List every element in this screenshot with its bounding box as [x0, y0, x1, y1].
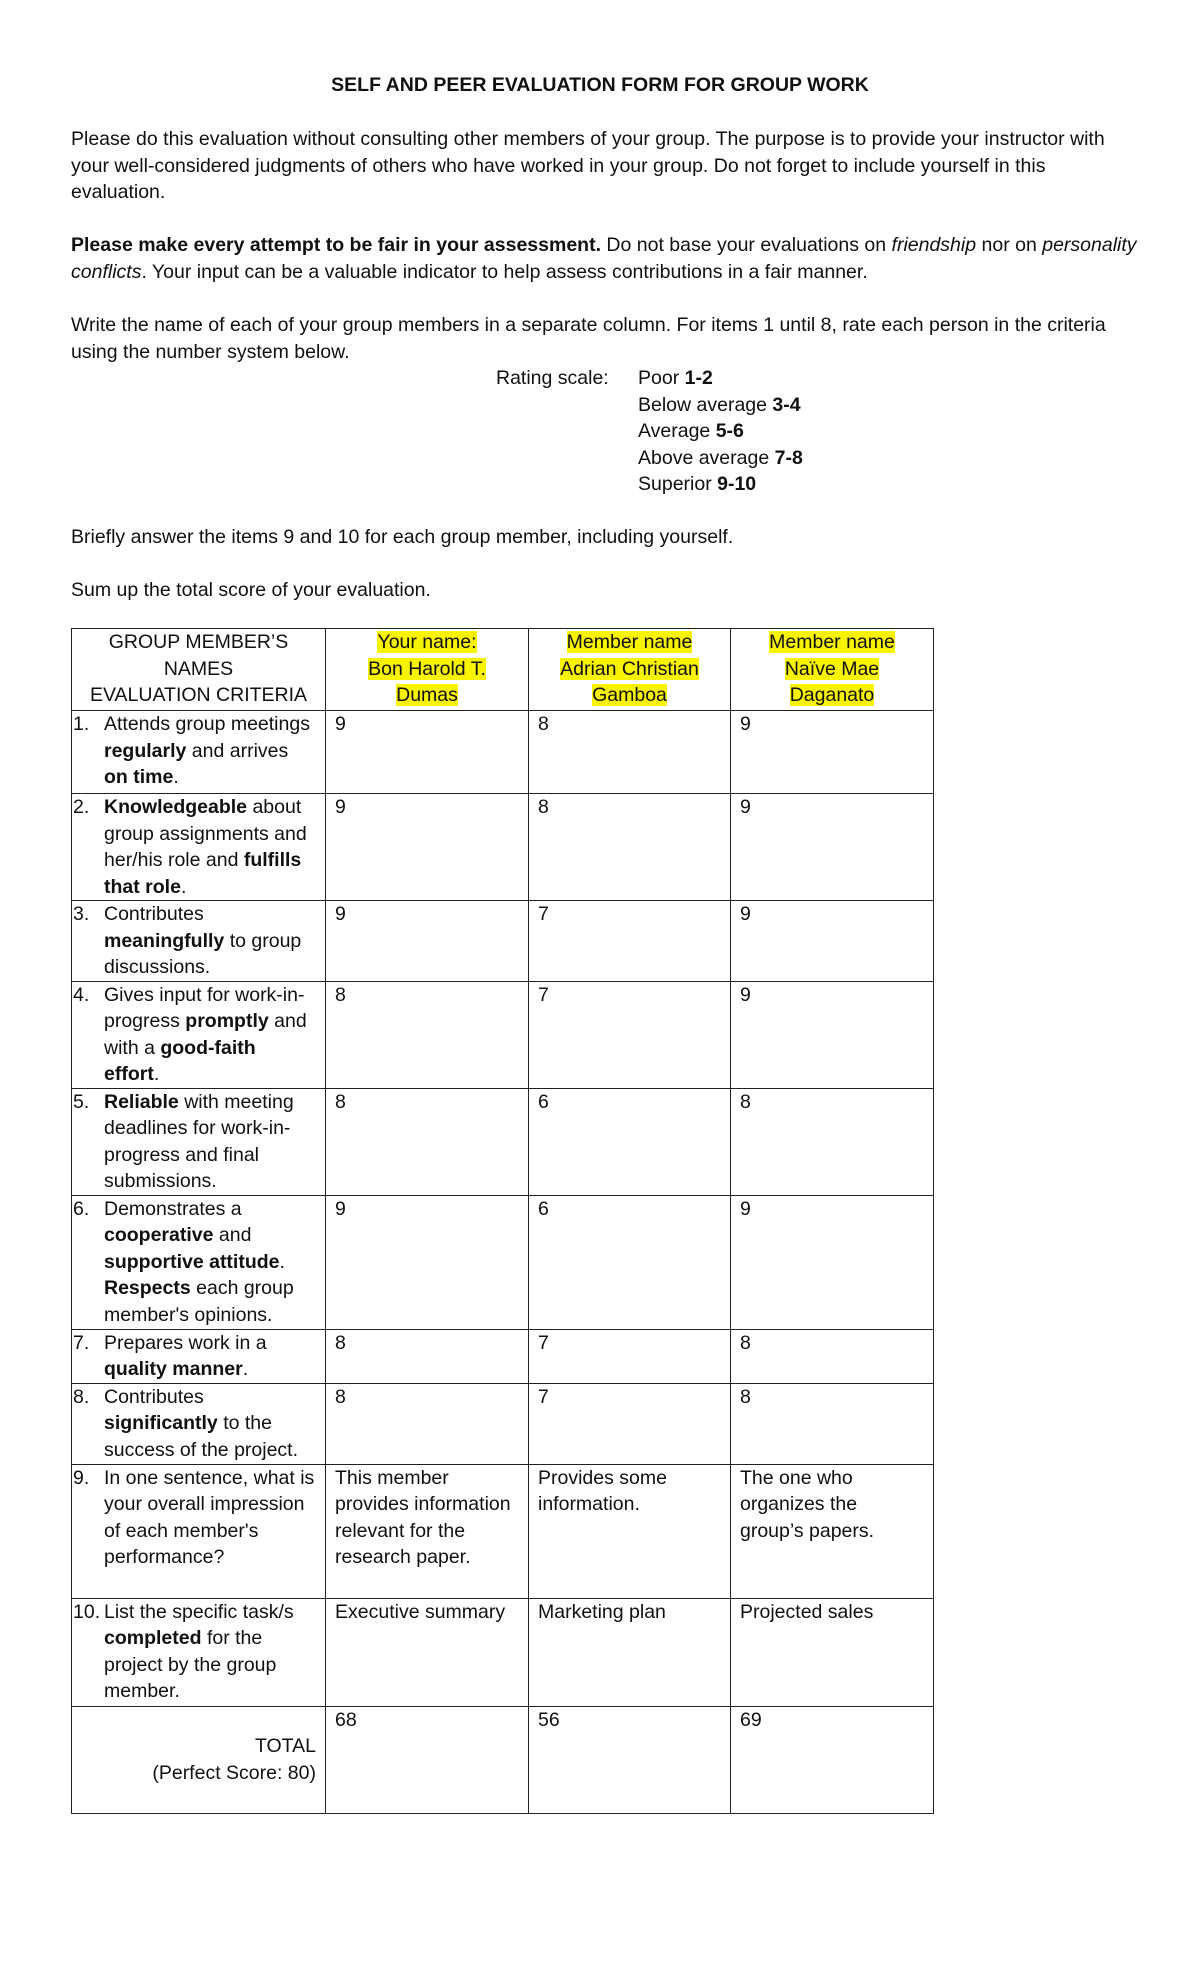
criteria-number: 7. — [73, 1331, 90, 1354]
rating-level: Poor 1-2 — [638, 367, 713, 389]
criteria-text: Demonstrates a cooperative and supportive attitude. Respects each group member's opinions. — [104, 1197, 294, 1326]
form-title: SELF AND PEER EVALUATION FORM FOR GROUP WORK — [331, 74, 869, 96]
score-cell: 8 — [529, 711, 731, 794]
criteria-row — [72, 1598, 934, 1706]
member-header: Your name: Bon Harold T. Dumas — [326, 629, 529, 711]
fairness-emphasis: Please make every attempt to be fair in your assessment. — [71, 234, 601, 256]
perfect-score-label: (Perfect Score: 80) — [152, 1761, 316, 1784]
intro-paragraph: Please do this evaluation without consulting other members of your group. The purpose is to provide your instructor with your well-considered judgments of others who have worked in your group. Do not forget to include yourself in this evaluation. — [71, 128, 1105, 203]
total-label-cell — [72, 1706, 326, 1813]
score-cell: 9 — [731, 711, 934, 794]
score-cell: Marketing plan — [529, 1598, 731, 1706]
instructions-paragraph: Write the name of each of your group members in a separate column. For items 1 until 8, rate each person in the criteria using the number system below. — [71, 314, 1106, 363]
criteria-cell — [72, 1329, 326, 1383]
rating-level: Superior 9-10 — [638, 473, 757, 495]
criteria-number: 9. — [73, 1466, 90, 1489]
criteria-cell — [72, 1464, 326, 1598]
fairness-paragraph: Please make every attempt to be fair in your assessment. Do not base your evaluations on friendship nor on personality conflicts. Your input can be a valuable indicator to help assess contributions in a fair manner. — [71, 234, 1137, 283]
score-cell: 8 — [326, 1383, 529, 1464]
score-cell: 8 — [326, 981, 529, 1088]
criteria-row — [72, 1329, 934, 1383]
score-cell: 8 — [529, 794, 731, 901]
score-cell: 6 — [529, 1195, 731, 1329]
rating-scale-label: Rating scale: — [496, 367, 609, 389]
criteria-cell — [72, 901, 326, 982]
criteria-number: 2. — [73, 796, 90, 818]
criteria-row — [72, 794, 934, 901]
criteria-number: 8. — [73, 1385, 90, 1408]
score-cell: 8 — [731, 1329, 934, 1383]
member-header: Member name Naïve Mae Daganato — [731, 629, 934, 711]
score-cell: 9 — [326, 794, 529, 901]
score-cell: 8 — [326, 1329, 529, 1383]
sum-note: Sum up the total score of your evaluation. — [71, 579, 431, 601]
score-cell: Provides some information. — [529, 1464, 731, 1598]
criteria-text: Gives input for work-in-progress promptly and with a good-faith effort. — [104, 983, 307, 1085]
total-label: TOTAL — [254, 1735, 316, 1757]
score-cell: Projected sales — [731, 1598, 934, 1706]
rating-level: Below average 3-4 — [638, 393, 801, 416]
criteria-text: List the specific task/s completed for the project by the group member. — [104, 1600, 294, 1702]
criteria-number: 3. — [73, 903, 90, 925]
criteria-cell — [72, 1598, 326, 1706]
total-score-cell: 56 — [529, 1706, 731, 1813]
criteria-row — [72, 901, 934, 982]
score-cell: Executive summary — [326, 1598, 529, 1706]
score-cell: 7 — [529, 1329, 731, 1383]
criteria-text: Reliable with meeting deadlines for work-in-progress and final submissions. — [104, 1090, 294, 1192]
criteria-header: GROUP MEMBER’S NAMES EVALUATION CRITERIA — [72, 629, 326, 711]
table-header-row — [72, 629, 934, 711]
member-header: Member name Adrian Christian Gamboa — [529, 629, 731, 711]
score-cell: 8 — [731, 1088, 934, 1195]
criteria-text: Contributes meaningfully to group discussions. — [104, 903, 302, 978]
criteria-row — [72, 1088, 934, 1195]
score-cell: This member provides information relevant for the research paper. — [326, 1464, 529, 1598]
criteria-number: 10. — [73, 1600, 101, 1623]
score-cell: 9 — [326, 1195, 529, 1329]
score-cell: 6 — [529, 1088, 731, 1195]
total-row — [72, 1706, 934, 1813]
criteria-text: Prepares work in a quality manner. — [104, 1331, 267, 1380]
criteria-cell — [72, 1088, 326, 1195]
criteria-number: 6. — [73, 1197, 90, 1220]
criteria-cell — [72, 794, 326, 901]
criteria-cell — [72, 981, 326, 1088]
criteria-text: Attends group meetings regularly and arrives on time. — [104, 713, 310, 788]
score-cell: 7 — [529, 1383, 731, 1464]
score-cell: The one who organizes the group’s papers. — [731, 1464, 934, 1598]
criteria-cell — [72, 711, 326, 794]
rating-scale-list — [638, 365, 803, 498]
criteria-cell — [72, 1383, 326, 1464]
score-cell: 9 — [731, 981, 934, 1088]
criteria-cell — [72, 1195, 326, 1329]
criteria-text: In one sentence, what is your overall impression of each member's performance? — [104, 1466, 315, 1568]
score-cell: 7 — [529, 901, 731, 982]
score-cell: 9 — [731, 1195, 934, 1329]
items-note: Briefly answer the items 9 and 10 for each group member, including yourself. — [71, 526, 734, 548]
score-cell: 9 — [326, 711, 529, 794]
score-cell: 8 — [326, 1088, 529, 1195]
rating-level: Above average 7-8 — [638, 446, 803, 469]
score-cell: 7 — [529, 981, 731, 1088]
criteria-text: Knowledgeable about group assignments and her/his role and fulfills that role. — [104, 796, 307, 898]
rating-level: Average 5-6 — [638, 420, 744, 442]
criteria-row — [72, 981, 934, 1088]
criteria-number: 1. — [73, 713, 90, 735]
criteria-text: Contributes significantly to the success of the project. — [104, 1385, 299, 1461]
criteria-row — [72, 1464, 934, 1598]
criteria-number: 5. — [73, 1090, 90, 1113]
total-score-cell: 69 — [731, 1706, 934, 1813]
score-cell: 9 — [326, 901, 529, 982]
criteria-row — [72, 1383, 934, 1464]
total-score-cell: 68 — [326, 1706, 529, 1813]
score-cell: 8 — [731, 1383, 934, 1464]
evaluation-table — [71, 628, 934, 1814]
score-cell: 9 — [731, 794, 934, 901]
criteria-row — [72, 711, 934, 794]
score-cell: 9 — [731, 901, 934, 982]
criteria-row — [72, 1195, 934, 1329]
criteria-number: 4. — [73, 983, 90, 1006]
